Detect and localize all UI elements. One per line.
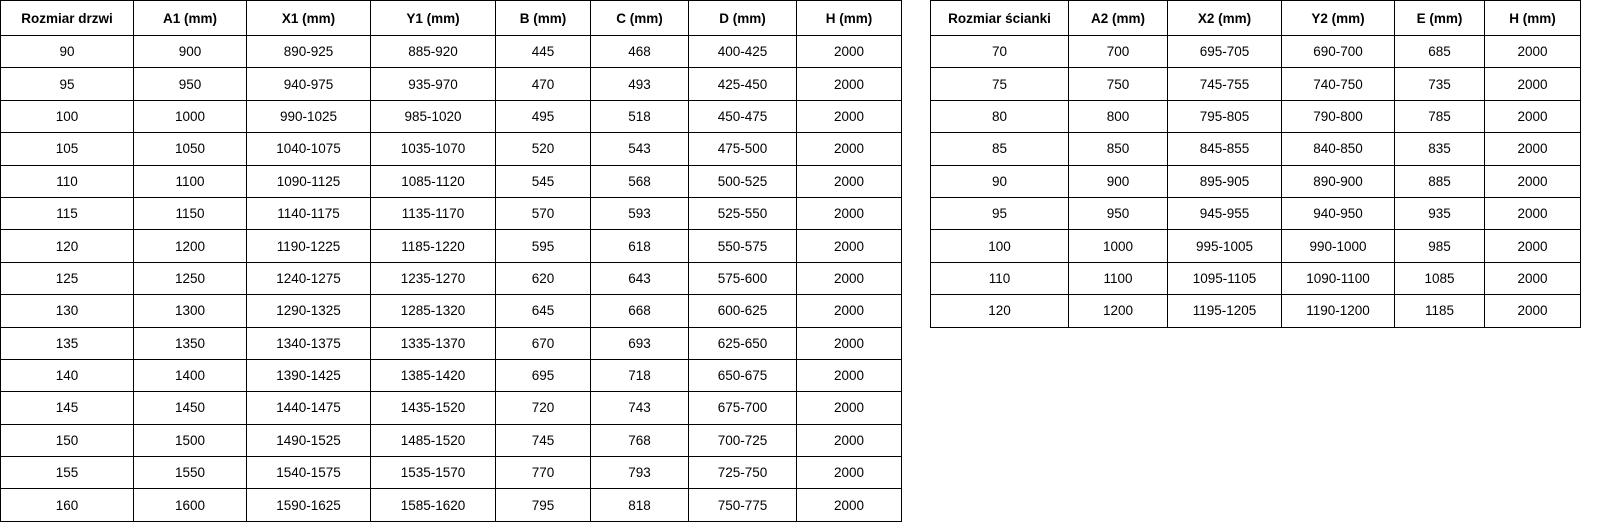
table-cell: 1150: [134, 197, 247, 229]
doors-table-body: [1, 36, 902, 522]
table-cell: 493: [591, 68, 689, 100]
table-cell: 105: [1, 133, 134, 165]
table-cell: 100: [931, 230, 1069, 262]
table-cell: 1090-1125: [247, 165, 371, 197]
table-row: [1, 262, 902, 294]
table-cell: 2000: [797, 424, 902, 456]
table-cell: 890-900: [1282, 165, 1395, 197]
table-cell: 685: [1395, 36, 1485, 68]
table-cell: 450-475: [689, 100, 797, 132]
table-row: [1, 133, 902, 165]
table-cell: 1485-1520: [371, 424, 496, 456]
table-header-row: [1, 1, 902, 36]
table-cell: 1085: [1395, 262, 1485, 294]
table-cell: 995-1005: [1168, 230, 1282, 262]
table-cell: 525-550: [689, 197, 797, 229]
table-cell: 2000: [1485, 295, 1581, 327]
column-header: X2 (mm): [1168, 1, 1282, 36]
table-cell: 90: [1, 36, 134, 68]
table-cell: 100: [1, 100, 134, 132]
table-cell: 518: [591, 100, 689, 132]
table-cell: 1200: [1069, 295, 1168, 327]
table-cell: 2000: [1485, 133, 1581, 165]
table-cell: 720: [496, 392, 591, 424]
table-row: [1, 197, 902, 229]
table-cell: 2000: [797, 327, 902, 359]
table-cell: 1535-1570: [371, 457, 496, 489]
column-header: C (mm): [591, 1, 689, 36]
table-cell: 785: [1395, 100, 1485, 132]
table-cell: 1385-1420: [371, 359, 496, 391]
table-cell: 470: [496, 68, 591, 100]
table-cell: 1140-1175: [247, 197, 371, 229]
table-cell: 1190-1225: [247, 230, 371, 262]
table-row: [931, 100, 1581, 132]
table-cell: 745: [496, 424, 591, 456]
table-cell: 2000: [1485, 100, 1581, 132]
table-row: [1, 359, 902, 391]
table-cell: 1185: [1395, 295, 1485, 327]
table-cell: 693: [591, 327, 689, 359]
table-row: [931, 133, 1581, 165]
table-cell: 1100: [1069, 262, 1168, 294]
table-cell: 1290-1325: [247, 295, 371, 327]
table-cell: 1250: [134, 262, 247, 294]
table-cell: 2000: [1485, 262, 1581, 294]
column-header: H (mm): [1485, 1, 1581, 36]
table-cell: 768: [591, 424, 689, 456]
table-cell: 125: [1, 262, 134, 294]
table-cell: 750: [1069, 68, 1168, 100]
table-cell: 1190-1200: [1282, 295, 1395, 327]
column-header: H (mm): [797, 1, 902, 36]
table-cell: 95: [1, 68, 134, 100]
table-cell: 2000: [797, 262, 902, 294]
table-cell: 835: [1395, 133, 1485, 165]
table-cell: 593: [591, 197, 689, 229]
table-cell: 90: [931, 165, 1069, 197]
table-cell: 990-1025: [247, 100, 371, 132]
table-cell: 140: [1, 359, 134, 391]
column-header: Rozmiar drzwi: [1, 1, 134, 36]
table-cell: 1600: [134, 489, 247, 521]
table-cell: 2000: [797, 489, 902, 521]
table-cell: 70: [931, 36, 1069, 68]
table-cell: 2000: [797, 133, 902, 165]
table-cell: 500-525: [689, 165, 797, 197]
table-cell: 845-855: [1168, 133, 1282, 165]
wall-table-wrapper: [930, 0, 1581, 328]
column-header: X1 (mm): [247, 1, 371, 36]
table-cell: 1200: [134, 230, 247, 262]
table-cell: 1450: [134, 392, 247, 424]
table-cell: 475-500: [689, 133, 797, 165]
table-cell: 1135-1170: [371, 197, 496, 229]
table-cell: 795: [496, 489, 591, 521]
table-cell: 900: [1069, 165, 1168, 197]
table-cell: 1035-1070: [371, 133, 496, 165]
table-cell: 2000: [1485, 165, 1581, 197]
table-cell: 770: [496, 457, 591, 489]
table-cell: 155: [1, 457, 134, 489]
table-cell: 145: [1, 392, 134, 424]
column-header: Rozmiar ścianki: [931, 1, 1069, 36]
table-cell: 935-970: [371, 68, 496, 100]
table-cell: 135: [1, 327, 134, 359]
table-cell: 1340-1375: [247, 327, 371, 359]
table-cell: 735: [1395, 68, 1485, 100]
table-cell: 940-950: [1282, 197, 1395, 229]
table-cell: 1100: [134, 165, 247, 197]
table-cell: 690-700: [1282, 36, 1395, 68]
table-cell: 2000: [797, 197, 902, 229]
table-cell: 1000: [1069, 230, 1168, 262]
table-cell: 725-750: [689, 457, 797, 489]
table-cell: 1435-1520: [371, 392, 496, 424]
table-cell: 645: [496, 295, 591, 327]
table-cell: 550-575: [689, 230, 797, 262]
table-cell: 985-1020: [371, 100, 496, 132]
table-cell: 2000: [797, 36, 902, 68]
table-cell: 110: [931, 262, 1069, 294]
table-cell: 945-955: [1168, 197, 1282, 229]
table-cell: 2000: [797, 68, 902, 100]
table-cell: 425-450: [689, 68, 797, 100]
table-cell: 80: [931, 100, 1069, 132]
table-cell: 85: [931, 133, 1069, 165]
table-row: [931, 36, 1581, 68]
table-cell: 120: [931, 295, 1069, 327]
table-row: [931, 262, 1581, 294]
table-cell: 150: [1, 424, 134, 456]
table-cell: 793: [591, 457, 689, 489]
table-cell: 800: [1069, 100, 1168, 132]
table-cell: 2000: [797, 359, 902, 391]
column-header: B (mm): [496, 1, 591, 36]
table-header-row: [931, 1, 1581, 36]
table-cell: 1550: [134, 457, 247, 489]
table-cell: 985: [1395, 230, 1485, 262]
table-row: [1, 36, 902, 68]
table-cell: 2000: [1485, 230, 1581, 262]
table-cell: 850: [1069, 133, 1168, 165]
table-row: [931, 68, 1581, 100]
table-cell: 2000: [797, 100, 902, 132]
table-cell: 445: [496, 36, 591, 68]
table-row: [1, 424, 902, 456]
table-cell: 2000: [797, 392, 902, 424]
table-cell: 2000: [1485, 197, 1581, 229]
table-row: [1, 165, 902, 197]
table-cell: 618: [591, 230, 689, 262]
table-cell: 700-725: [689, 424, 797, 456]
table-cell: 1300: [134, 295, 247, 327]
table-cell: 2000: [1485, 68, 1581, 100]
table-cell: 670: [496, 327, 591, 359]
wall-table-body: [931, 36, 1581, 328]
table-row: [931, 165, 1581, 197]
table-row: [931, 295, 1581, 327]
table-cell: 543: [591, 133, 689, 165]
table-cell: 643: [591, 262, 689, 294]
table-cell: 950: [134, 68, 247, 100]
column-header: A1 (mm): [134, 1, 247, 36]
column-header: A2 (mm): [1069, 1, 1168, 36]
table-cell: 115: [1, 197, 134, 229]
table-row: [931, 197, 1581, 229]
table-row: [1, 392, 902, 424]
table-cell: 990-1000: [1282, 230, 1395, 262]
table-cell: 1500: [134, 424, 247, 456]
table-cell: 890-925: [247, 36, 371, 68]
table-cell: 1185-1220: [371, 230, 496, 262]
table-cell: 1000: [134, 100, 247, 132]
table-cell: 1240-1275: [247, 262, 371, 294]
table-cell: 1095-1105: [1168, 262, 1282, 294]
table-cell: 75: [931, 68, 1069, 100]
table-cell: 625-650: [689, 327, 797, 359]
table-cell: 575-600: [689, 262, 797, 294]
table-cell: 790-800: [1282, 100, 1395, 132]
table-cell: 1390-1425: [247, 359, 371, 391]
table-cell: 1540-1575: [247, 457, 371, 489]
table-cell: 935: [1395, 197, 1485, 229]
table-cell: 745-755: [1168, 68, 1282, 100]
table-cell: 570: [496, 197, 591, 229]
table-cell: 1400: [134, 359, 247, 391]
table-cell: 495: [496, 100, 591, 132]
table-cell: 95: [931, 197, 1069, 229]
table-cell: 2000: [797, 230, 902, 262]
table-cell: 940-975: [247, 68, 371, 100]
table-cell: 1590-1625: [247, 489, 371, 521]
table-cell: 1490-1525: [247, 424, 371, 456]
table-cell: 400-425: [689, 36, 797, 68]
column-header: E (mm): [1395, 1, 1485, 36]
table-cell: 2000: [797, 295, 902, 327]
table-cell: 895-905: [1168, 165, 1282, 197]
table-cell: 1440-1475: [247, 392, 371, 424]
table-cell: 2000: [797, 457, 902, 489]
table-row: [1, 230, 902, 262]
table-cell: 620: [496, 262, 591, 294]
table-cell: 885-920: [371, 36, 496, 68]
table-cell: 545: [496, 165, 591, 197]
table-cell: 818: [591, 489, 689, 521]
table-cell: 520: [496, 133, 591, 165]
table-row: [1, 100, 902, 132]
table-cell: 795-805: [1168, 100, 1282, 132]
table-cell: 468: [591, 36, 689, 68]
table-cell: 675-700: [689, 392, 797, 424]
table-cell: 568: [591, 165, 689, 197]
table-cell: 700: [1069, 36, 1168, 68]
table-cell: 600-625: [689, 295, 797, 327]
table-cell: 1195-1205: [1168, 295, 1282, 327]
column-header: Y1 (mm): [371, 1, 496, 36]
table-row: [1, 489, 902, 521]
table-row: [1, 457, 902, 489]
table-cell: 695: [496, 359, 591, 391]
table-cell: 718: [591, 359, 689, 391]
table-cell: 840-850: [1282, 133, 1395, 165]
table-row: [1, 68, 902, 100]
table-row: [1, 295, 902, 327]
table-cell: 595: [496, 230, 591, 262]
table-cell: 160: [1, 489, 134, 521]
table-cell: 120: [1, 230, 134, 262]
table-cell: 740-750: [1282, 68, 1395, 100]
wall-dimensions-table: [930, 0, 1581, 328]
table-cell: 1335-1370: [371, 327, 496, 359]
table-cell: 1235-1270: [371, 262, 496, 294]
table-cell: 1285-1320: [371, 295, 496, 327]
table-cell: 2000: [797, 165, 902, 197]
table-cell: 885: [1395, 165, 1485, 197]
table-cell: 1050: [134, 133, 247, 165]
table-cell: 110: [1, 165, 134, 197]
column-header: D (mm): [689, 1, 797, 36]
table-cell: 1350: [134, 327, 247, 359]
table-cell: 1040-1075: [247, 133, 371, 165]
table-cell: 743: [591, 392, 689, 424]
table-cell: 1085-1120: [371, 165, 496, 197]
table-cell: 1090-1100: [1282, 262, 1395, 294]
table-cell: 900: [134, 36, 247, 68]
table-row: [931, 230, 1581, 262]
table-cell: 668: [591, 295, 689, 327]
table-cell: 695-705: [1168, 36, 1282, 68]
column-header: Y2 (mm): [1282, 1, 1395, 36]
table-cell: 750-775: [689, 489, 797, 521]
table-row: [1, 327, 902, 359]
table-cell: 1585-1620: [371, 489, 496, 521]
table-cell: 2000: [1485, 36, 1581, 68]
table-cell: 650-675: [689, 359, 797, 391]
table-cell: 130: [1, 295, 134, 327]
table-cell: 950: [1069, 197, 1168, 229]
